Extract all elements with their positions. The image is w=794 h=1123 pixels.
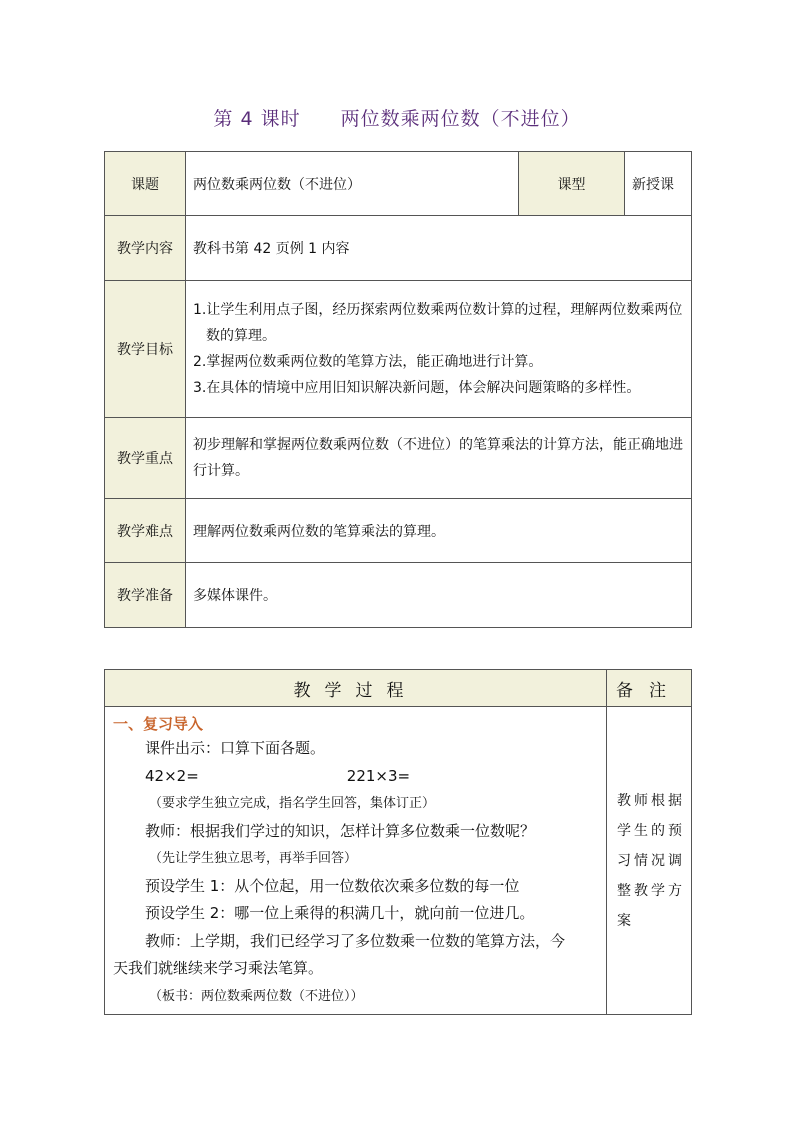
prep-value: 多媒体课件。 xyxy=(186,563,692,628)
row-goals xyxy=(105,281,692,418)
content-value: 教科书第 42 页例 1 内容 xyxy=(186,216,692,281)
exercise-2: 221×3= xyxy=(346,766,411,785)
prep-label: 教学准备 xyxy=(105,563,186,628)
row-content xyxy=(105,216,692,281)
row-prep xyxy=(105,563,692,628)
goal-item: 3.在具体的情境中应用旧知识解决新问题，体会解决问题策略的多样性。 xyxy=(193,380,641,396)
notes-header: 备注 xyxy=(607,670,692,707)
oral-exercises xyxy=(113,763,598,791)
process-line: 课件出示：口算下面各题。 xyxy=(145,739,326,757)
process-line: 预设学生 2：哪一位上乘得的积满几十，就向前一位进几。 xyxy=(145,904,535,922)
lesson-topic: 两位数乘两位数（不进位） xyxy=(340,108,581,130)
board-writing: （板书：两位数乘两位数（不进位）） xyxy=(149,988,364,1004)
goals-list xyxy=(186,281,692,418)
topic-value: 两位数乘两位数（不进位） xyxy=(186,152,519,216)
note-text: 教师根据学生的预习情况调整教学方案 xyxy=(617,792,685,929)
process-line: 教师：上学期，我们已经学习了多位数乘一位数的笔算方法，今 xyxy=(145,931,566,950)
process-line: 预设学生 1：从个位起，用一位数依次乘多位数的每一位 xyxy=(145,876,520,895)
goal-item: 2.掌握两位数乘两位数的笔算方法，能正确地进行计算。 xyxy=(193,354,543,370)
row-difficulty xyxy=(105,499,692,563)
process-body-row xyxy=(105,707,692,1015)
topic-label: 课题 xyxy=(105,152,186,216)
section-heading: 一、复习导入 xyxy=(113,715,204,733)
exercise-1: 42×2= xyxy=(145,766,199,785)
process-header-row xyxy=(105,670,692,707)
teacher-note xyxy=(607,707,692,1015)
content-label: 教学内容 xyxy=(105,216,186,281)
row-topic xyxy=(105,152,692,216)
teaching-remark: （先让学生独立思考，再举手回答） xyxy=(149,851,358,866)
key-value: 初步理解和掌握两位数乘两位数（不进位）的笔算乘法的计算方法，能正确地进行计算。 xyxy=(186,418,692,499)
type-value: 新授课 xyxy=(625,152,692,216)
teaching-remark: （要求学生独立完成，指名学生回答，集体订正） xyxy=(149,796,436,811)
lesson-info-table xyxy=(104,151,692,628)
process-line: 教师：根据我们学过的知识，怎样计算多位数乘一位数呢？ xyxy=(145,821,536,840)
teaching-process-table xyxy=(104,669,692,1015)
goals-label: 教学目标 xyxy=(105,281,186,418)
key-label: 教学重点 xyxy=(105,418,186,499)
row-key xyxy=(105,418,692,499)
process-line: 天我们就继续来学习乘法笔算。 xyxy=(113,959,324,977)
difficulty-label: 教学难点 xyxy=(105,499,186,563)
difficulty-value: 理解两位数乘两位数的笔算乘法的算理。 xyxy=(186,499,692,563)
lesson-number: 第 4 课时 xyxy=(213,108,301,130)
type-label: 课型 xyxy=(519,152,625,216)
goal-item: 1.让学生利用点子图，经历探索两位数乘两位数计算的过程，理解两位数乘两位数的算理。 xyxy=(193,302,683,344)
page-title xyxy=(0,104,794,131)
process-header: 教学过程 xyxy=(105,670,607,707)
process-content xyxy=(105,707,607,1015)
